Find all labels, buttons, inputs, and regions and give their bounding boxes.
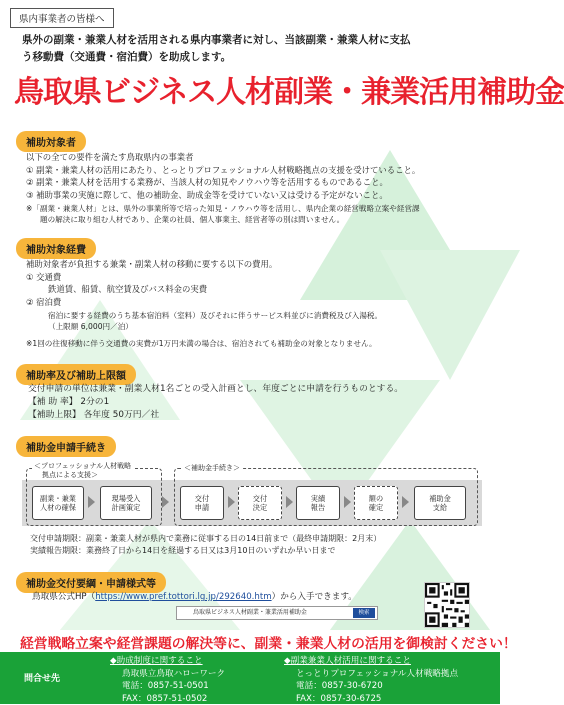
section-heading-eligible: 補助対象者 <box>16 131 86 152</box>
expense-item-title: ① 交通費 <box>26 271 62 282</box>
flow-step-text: 副業・兼業 <box>40 493 76 503</box>
deadlines <box>30 533 492 558</box>
flow-step-text: 計画策定 <box>111 503 141 512</box>
eligible-note <box>26 203 492 225</box>
expense-item-detail: 鉄道賃、船賃、航空賃及びバス料金の実費 <box>48 284 208 295</box>
main-title: 鳥取県ビジネス人材副業・兼業活用補助金 <box>14 75 564 110</box>
section-heading-procedure: 補助金申請手続き <box>16 436 116 457</box>
limit-line: 【補助上限】 各年度 50万円／社 <box>28 410 160 420</box>
intro-line: う移動費（交通費・宿泊費）を助成します。 <box>22 51 232 63</box>
arrow-right-icon <box>286 496 293 508</box>
expenses-lodging-detail <box>48 310 492 332</box>
contact-fax: FAX：0857-30-6725 <box>296 693 382 704</box>
contact-org: 鳥取県立鳥取ハローワーク <box>122 668 226 679</box>
eligible-note-line: 題の解決に取り組む人材であり、企業の社員、個人事業主、経営者等の別は問いません。 <box>40 215 345 224</box>
contact-heading: ◆副業兼業人材活用に関すること <box>284 656 411 666</box>
rate-body <box>28 383 492 422</box>
flow-group-label-line: ＜プロフェッショナル人材戦略 <box>34 462 132 470</box>
flow-step-plan <box>100 486 152 520</box>
flow-step-text: 申請 <box>194 503 210 512</box>
arrow-right-icon <box>402 496 409 508</box>
flow-step-text: 実績 <box>310 493 326 503</box>
flow-step-report <box>296 486 340 520</box>
contact-tel: 電話：0857-30-6720 <box>296 681 383 692</box>
flow-step-confirm <box>354 486 398 520</box>
flow-step-text: 支給 <box>432 503 448 512</box>
contact-tel: 電話：0857-51-0501 <box>122 681 209 692</box>
section-heading-forms: 補助金交付要綱・申請様式等 <box>16 572 166 593</box>
contact-heading: ◆助成制度に関すること <box>110 656 203 666</box>
expenses-body <box>26 258 492 308</box>
eligible-item: ③ 補助事業の実施に際して、他の補助金、助成金等を受けていない又は受ける予定がないこと。 <box>26 189 388 200</box>
deadline-line: 交付申請期限：副業・兼業人材が県内で業務に従事する日の14日前まで（最終申請期限：2月末） <box>30 534 382 543</box>
flow-step-text: 報告 <box>310 503 326 512</box>
flow-group-label-line: 拠点による支援＞ <box>42 471 98 479</box>
qr-code[interactable] <box>424 582 470 628</box>
contact-org: とっとりプロフェッショナル人材戦略拠点 <box>296 668 459 679</box>
flow-step-text: 補助金 <box>429 493 451 503</box>
slogan: 経営戦略立案や経営課題の解決等に、副業・兼業人材の活用を御検討ください！ <box>20 636 517 652</box>
eligible-lead: 以下の全ての要件を満たす鳥取県内の事業者 <box>26 152 194 162</box>
section-heading-expenses: 補助対象経費 <box>16 238 96 259</box>
arrow-right-icon <box>344 496 351 508</box>
search-button: 検索 <box>353 608 375 618</box>
rate-lead: 交付申請の単位は兼業・副業人材1名ごとの受入計画とし、年度ごとに申請を行うものとする。 <box>28 384 404 394</box>
flow-group-label <box>32 462 133 480</box>
deadline-line: 実績報告期限：業務終了日から14日を経過する日又は3月10日のいずれか早い日まで <box>30 546 336 556</box>
eligible-body <box>26 151 492 201</box>
footer-contact <box>0 652 500 704</box>
search-box <box>176 606 378 620</box>
contact-prof-hub <box>284 655 458 705</box>
forms-source-line <box>32 591 422 604</box>
footer-label: 問合せ先 <box>24 674 61 684</box>
arrow-right-icon <box>228 496 235 508</box>
audience-tag: 県内事業者の皆様へ <box>10 8 114 28</box>
flow-step-text: 決定 <box>252 503 268 512</box>
procedure-flow <box>22 458 482 528</box>
flow-step-text: 額の <box>368 493 384 503</box>
search-text: 鳥取県ビジネス人材副業・兼業活用補助金 <box>193 609 307 616</box>
flow-step-decision <box>238 486 282 520</box>
section-heading-rate: 補助率及び補助上限額 <box>16 364 136 385</box>
forms-source <box>32 591 422 604</box>
expense-item-title: ② 宿泊費 <box>26 296 62 307</box>
eligible-item: ② 副業・兼業人材を活用する業務が、当該人材の知見やノウハウ等を活用するものであること。 <box>26 177 388 188</box>
flow-step-text: 交付 <box>252 493 268 503</box>
rate-line: 【補 助 率】 2分の1 <box>28 397 110 407</box>
flow-step-text: 人材の確保 <box>40 503 76 512</box>
flow-step-application <box>180 486 224 520</box>
flow-step-payment <box>414 486 466 520</box>
flow-step-secure-talent <box>32 486 84 520</box>
contact-hellowork <box>110 655 225 705</box>
expense-item-detail: 宿泊に要する経費のうち基本宿泊料（室料）及びそれに伴うサービス料並びに消費税及び入湯税。 <box>48 311 383 320</box>
forms-source-suffix: ）から入手できます。 <box>271 592 357 602</box>
arrow-right-icon <box>162 496 169 508</box>
flow-step-text: 現場受入 <box>111 493 141 503</box>
expenses-note <box>26 338 492 349</box>
intro-line: 県外の副業・兼業人材を活用される県内事業者に対し、当該副業・兼業人材に支払 <box>22 34 411 46</box>
expenses-note-line: ※1回の往復移動に伴う交通費の実費が1万円未満の場合は、宿泊されても補助金の対象となりません。 <box>26 339 377 348</box>
contact-fax: FAX：0857-51-0502 <box>122 693 208 704</box>
arrow-right-icon <box>88 496 95 508</box>
eligible-note-line: ※「副業・兼業人材」とは、県外の事業所等で培った知見・ノウハウ等を活用し、県内企業の経営戦略立案や経営課 <box>26 204 420 213</box>
forms-source-prefix: 鳥取県公式HP（ <box>32 592 96 602</box>
forms-url-link[interactable]: https://www.pref.tottori.lg.jp/292640.htm <box>95 592 272 602</box>
expense-item-limit: （上限額 6,000円／泊） <box>48 322 133 331</box>
intro-text <box>22 32 484 66</box>
expenses-lead: 補助対象者が負担する兼業・副業人材の移動に要する以下の費用。 <box>26 259 278 269</box>
eligible-item: ① 副業・兼業人材の活用にあたり、とっとりプロフェッショナル人材戦略拠点の支援を受けていること。 <box>26 164 421 175</box>
flow-step-text: 交付 <box>194 493 210 503</box>
flow-step-text: 確定 <box>368 503 384 512</box>
flow-group-label: ＜補助金手続き＞ <box>184 464 240 472</box>
